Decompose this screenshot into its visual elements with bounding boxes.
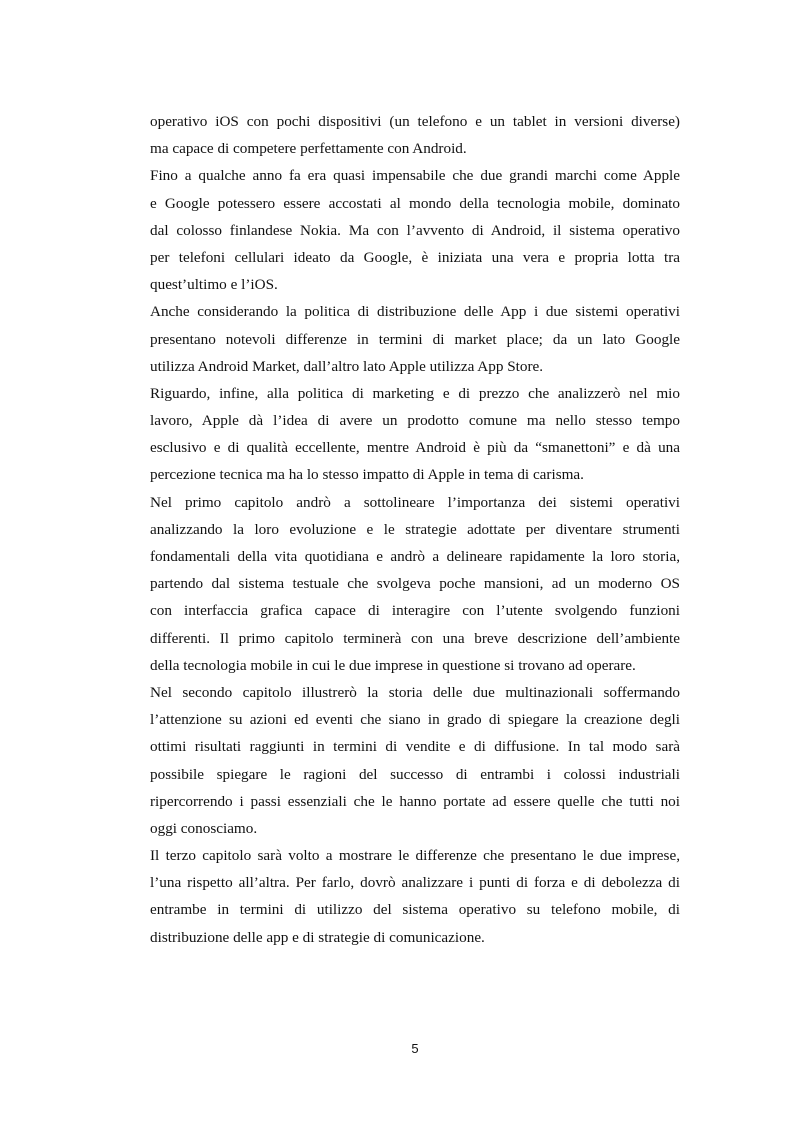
page-number: 5 — [411, 1041, 419, 1056]
text-line: ripercorrendo i passi essenziali che le hanno portate ad essere quelle che tutti noi — [150, 792, 680, 810]
text-line: differenti. Il primo capitolo terminerà con una breve descrizione dell’ambiente — [150, 629, 680, 647]
text-line: della tecnologia mobile in cui le due imprese in questione si trovano ad operare. — [150, 656, 636, 674]
text-line: Nel secondo capitolo illustrerò la storia delle due multinazionali soffermando — [150, 683, 680, 701]
text-line: per telefoni cellulari ideato da Google, è iniziata una vera e propria lotta tra — [150, 248, 680, 266]
text-line: con interfaccia grafica capace di interagire con l’utente svolgendo funzioni — [150, 602, 680, 620]
text-line: operativo iOS con pochi dispositivi (un telefono e un tablet in versioni diverse) — [150, 113, 680, 130]
text-line: ottimi risultati raggiunti in termini di vendite e di diffusione. In tal modo sarà — [150, 738, 680, 756]
text-line: lavoro, Apple dà l’idea di avere un prodotto comune ma nello stesso tempo — [150, 412, 680, 430]
text-line: fondamentali della vita quotidiana e andrò a delineare rapidamente la loro storia, — [150, 548, 680, 565]
text-line: Riguardo, infine, alla politica di marketing e di prezzo che analizzerò nel mio — [150, 384, 680, 402]
text-line: l’attenzione su azioni ed eventi che siano in grado di spiegare la creazione degli — [150, 711, 680, 729]
text-line: quest’ultimo e l’iOS. — [150, 276, 278, 294]
text-line: utilizza Android Market, dall’altro lato Apple utilizza App Store. — [150, 357, 544, 375]
text-line: possibile spiegare le ragioni del successo di entrambi i colossi industriali — [150, 765, 680, 783]
text-line: Fino a qualche anno fa era quasi impensabile che due grandi marchi come Apple — [150, 167, 680, 185]
text-line: Il terzo capitolo sarà volto a mostrare le differenze che presentano le due imprese, — [150, 847, 680, 865]
text-line: ma capace di competere perfettamente con Android. — [150, 140, 467, 158]
document-body — [150, 108, 680, 951]
text-line: esclusivo e di qualità eccellente, mentre Android è più da “smanettoni” e dà una — [150, 439, 680, 457]
text-line: l’una rispetto all’altra. Per farlo, dovrò analizzare i punti di forza e di debolezza di — [150, 874, 680, 892]
text-line: partendo dal sistema testuale che svolgeva poche mansioni, ad un moderno OS — [150, 575, 680, 593]
text-line: Anche considerando la politica di distribuzione delle App i due sistemi operativi — [150, 303, 680, 321]
text-line: Nel primo capitolo andrò a sottolineare l’importanza dei sistemi operativi — [150, 493, 680, 511]
text-line: entrambe in termini di utilizzo del sistema operativo su telefono mobile, di — [150, 901, 680, 919]
text-line: percezione tecnica ma ha lo stesso impatto di Apple in tema di carisma. — [150, 466, 584, 484]
text-line: e Google potessero essere accostati al mondo della tecnologia mobile, dominato — [150, 194, 680, 212]
text-line: dal colosso finlandese Nokia. Ma con l’avvento di Android, il sistema operativo — [150, 221, 680, 239]
text-line: oggi conosciamo. — [150, 819, 258, 837]
text-line: presentano notevoli differenze in termini di market place; da un lato Google — [150, 330, 680, 348]
text-line: analizzando la loro evoluzione e le strategie adottate per diventare strumenti — [150, 520, 680, 538]
text-line: distribuzione delle app e di strategie di comunicazione. — [150, 928, 485, 946]
